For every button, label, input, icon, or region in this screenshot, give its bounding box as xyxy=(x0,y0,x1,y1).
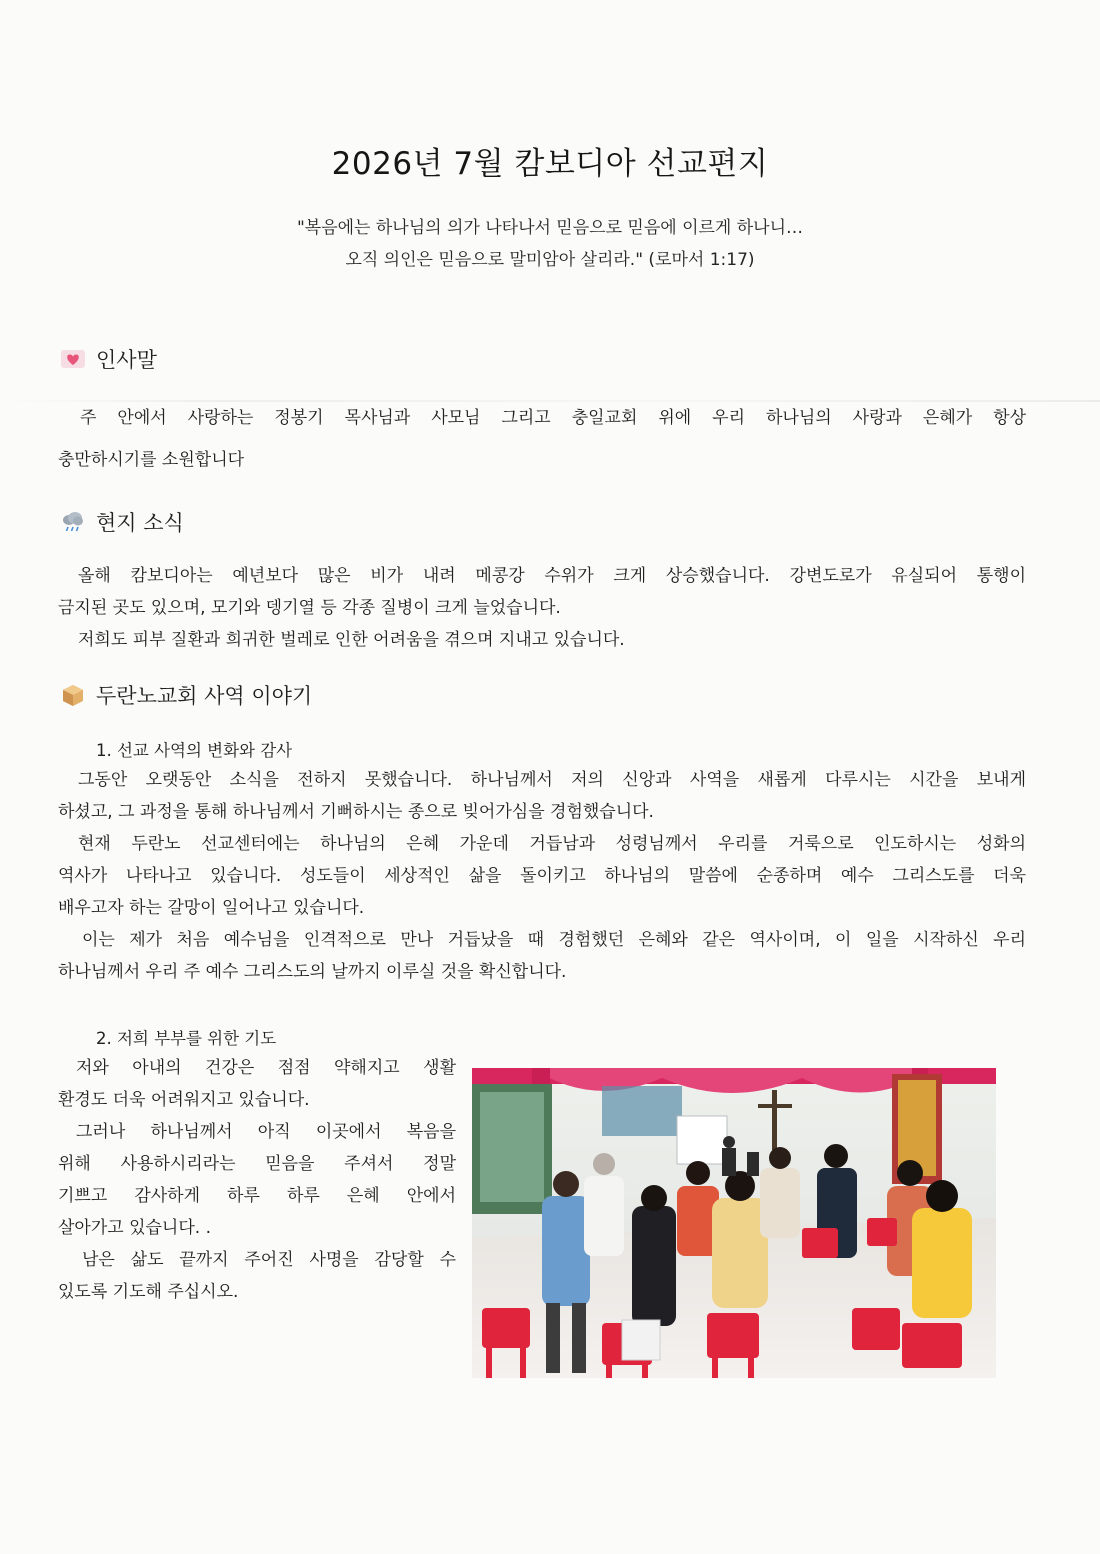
heart-icon xyxy=(60,346,86,372)
section-1-line: 하나님께서 우리 주 예수 그리스도의 날까지 이루실 것을 확신합니다. xyxy=(58,962,567,982)
section-2-line: 있도록 기도해 주십시오. xyxy=(58,1282,239,1302)
section-2-line: 저와 아내의 건강은 점점 약해지고 생활 xyxy=(76,1058,456,1078)
local-news-heading xyxy=(60,507,184,537)
scripture-line-2: 오직 의인은 믿음으로 말미암아 살리라." (로마서 1:17) xyxy=(345,250,755,270)
local-news-heading-text: 현지 소식 xyxy=(96,511,184,535)
worship-scene-illustration xyxy=(472,1068,996,1378)
scripture-quote xyxy=(0,212,1100,276)
section-2-line: 남은 삶도 끝까지 주어진 사명을 감당할 수 xyxy=(82,1250,456,1270)
letter-title: 2026년 7월 캄보디아 선교편지 xyxy=(331,146,769,182)
greeting-line: 충만하시기를 소원합니다 xyxy=(58,450,245,470)
greeting-paragraph xyxy=(58,402,1026,476)
church-worship-photo xyxy=(472,1068,996,1378)
section-1-line: 이는 제가 처음 예수님을 인격적으로 만나 거듭났을 때 경험했던 은혜와 같은 역사이며, 이 일을 시작하신 우리 xyxy=(82,930,1026,950)
section-1-line: 하셨고, 그 과정을 통해 하나님께서 기뻐하시는 종으로 빚어가심을 경험했습니다. xyxy=(58,802,654,822)
local-news-line: 금지된 곳도 있으며, 모기와 뎅기열 등 각종 질병이 크게 늘었습니다. xyxy=(58,598,561,618)
local-news-line: 저희도 피부 질환과 희귀한 벌레로 인한 어려움을 겪으며 지내고 있습니다. xyxy=(78,630,625,650)
section-1-line: 현재 두란노 선교센터에는 하나님의 은혜 가운데 거듭남과 성령님께서 우리를 거룩으로 인도하시는 성화의 xyxy=(78,834,1026,854)
section-2-paragraph xyxy=(58,1052,456,1308)
ministry-heading xyxy=(60,680,312,710)
section-1-paragraph xyxy=(58,764,1026,988)
section-1-title: 1. 선교 사역의 변화와 감사 xyxy=(96,741,293,760)
scripture-line-1: "복음에는 하나님의 의가 나타나서 믿음으로 믿음에 이르게 하나니… xyxy=(296,218,804,238)
section-2-line: 환경도 더욱 어려워지고 있습니다. xyxy=(58,1090,310,1110)
section-2-line: 그러나 하나님께서 아직 이곳에서 복음을 xyxy=(76,1122,456,1142)
ministry-heading-text: 두란노교회 사역 이야기 xyxy=(96,684,313,708)
greeting-heading xyxy=(60,344,157,374)
greeting-line: 주 안에서 사랑하는 정봉기 목사님과 사모님 그리고 충일교회 위에 우리 하나님의 사랑과 은혜가 항상 xyxy=(80,408,1026,428)
local-news-paragraph xyxy=(58,560,1026,656)
section-1-line: 역사가 나타나고 있습니다. 성도들이 세상적인 삶을 돌이키고 하나님의 말씀에 순종하며 예수 그리스도를 더욱 xyxy=(58,866,1026,886)
rain-cloud-icon xyxy=(60,509,86,535)
section-2-line: 살아가고 있습니다. . xyxy=(58,1218,211,1238)
section-2-line: 위해 사용하시리라는 믿음을 주셔서 정말 xyxy=(58,1154,456,1174)
package-icon xyxy=(60,682,86,708)
section-1-line: 그동안 오랫동안 소식을 전하지 못했습니다. 하나님께서 저의 신앙과 사역을 새롭게 다루시는 시간을 보내게 xyxy=(78,770,1026,790)
section-2-title: 2. 저희 부부를 위한 기도 xyxy=(96,1029,277,1048)
section-2-line: 기쁘고 감사하게 하루 하루 은혜 안에서 xyxy=(58,1186,456,1206)
local-news-line: 올해 캄보디아는 예년보다 많은 비가 내려 메콩강 수위가 크게 상승했습니다. 강변도로가 유실되어 통행이 xyxy=(78,566,1026,586)
greeting-heading-text: 인사말 xyxy=(96,348,157,372)
section-1-line: 배우고자 하는 갈망이 일어나고 있습니다. xyxy=(58,898,365,918)
